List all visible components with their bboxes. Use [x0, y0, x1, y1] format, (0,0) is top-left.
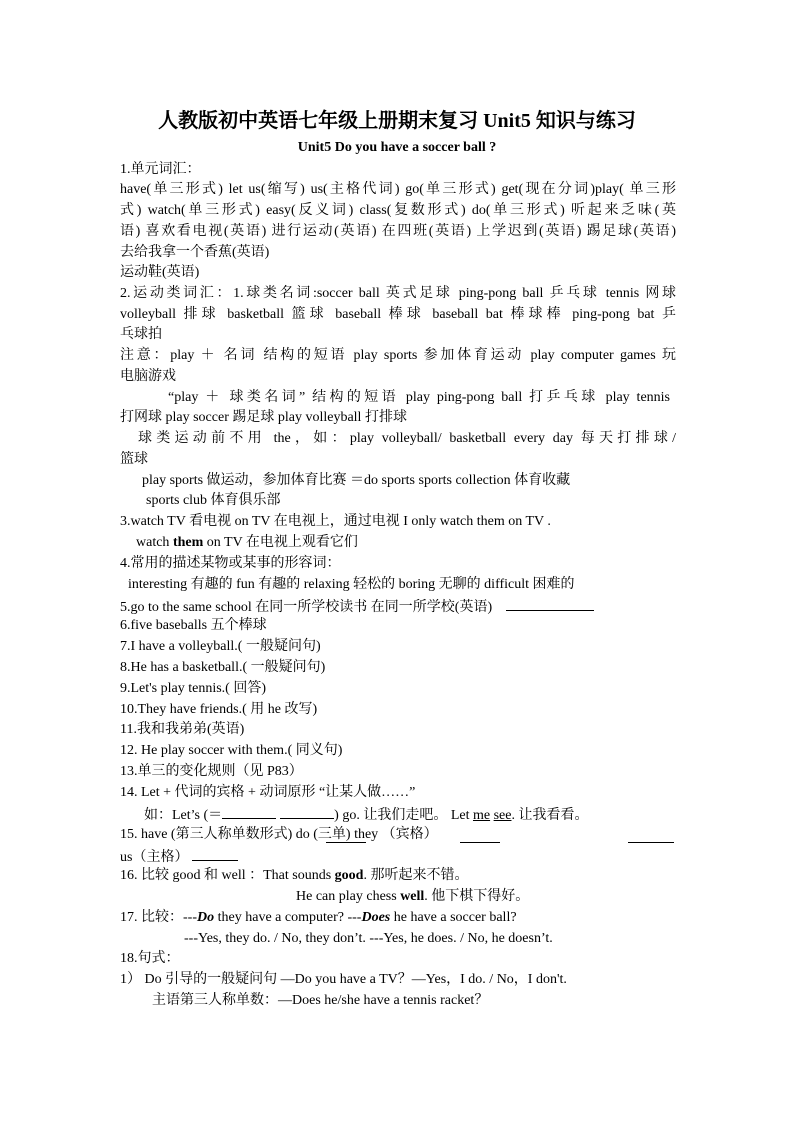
text-line: 5.go to the same school 在同一所学校读书 在同一所学校(英语) [120, 596, 594, 618]
text-line: 17. 比较：---Do they have a computer? ---Does he have a soccer ball? [120, 910, 517, 925]
text-line: 8.He has a basketball.( 一般疑问句) [120, 660, 326, 675]
text-line: sports club 体育俱乐部 [146, 493, 281, 508]
text-line: 语) 喜欢看电视(英语) 进行运动(英语) 在四班(英语) 上学迟到(英语) 踢足球(英语) [120, 224, 676, 239]
text-line: 打网球 play soccer 踢足球 play volleyball 打排球 [120, 410, 407, 425]
text-line: us（主格） [120, 846, 238, 868]
text-line: 16. 比较 good 和 well ：That sounds good. 那听起来不错。 [120, 868, 469, 883]
text-line: 4.常用的描述某物或某事的形容词： [120, 556, 341, 571]
text-line: volleyball 排球 basketball 篮球 baseball 棒球 baseball bat 棒球棒 ping-pong bat 乒 [120, 307, 676, 322]
text-line: 乓球拍 [120, 327, 162, 342]
text-line: 球类运动前不用 the，如：play volleyball/ basketball every day 每天打排球/ [138, 431, 676, 446]
answer-blank[interactable] [222, 804, 276, 819]
text-line: have(单三形式) let us(缩写) us(主格代词) go(单三形式) get(现在分词)play( 单三形 [120, 182, 676, 197]
text-line: 注意：play ＋ 名词 结构的短语 play sports 参加体育运动 play computer games 玩 [120, 348, 676, 363]
text-line: 运动鞋(英语) [120, 265, 200, 280]
answer-blank[interactable] [460, 828, 500, 843]
answer-blank[interactable] [326, 828, 366, 843]
text-line: interesting 有趣的 fun 有趣的 relaxing 轻松的 boring 无聊的 difficult 困难的 [128, 577, 575, 592]
text-line: 12. He play soccer with them.( 同义句) [120, 743, 343, 758]
text-line: 如：Let’s (＝ ) go. 让我们走吧。 Let me see. 让我看看。 [144, 804, 588, 826]
page-subtitle: Unit5 Do you have a soccer ball ? [297, 140, 497, 155]
text-line: 电脑游戏 [120, 369, 176, 384]
text-line: 14. Let + 代词的宾格 + 动词原形 “让某人做……” [120, 785, 416, 800]
text-line: play sports 做运动，参加体育比赛 ＝do sports sports collection 体育收藏 [142, 473, 571, 488]
text-line: 9.Let's play tennis.( 回答) [120, 681, 266, 696]
answer-blank[interactable] [628, 828, 674, 843]
text-line: 18.句式： [120, 951, 180, 966]
text-line: 式) watch(单三形式) easy(反义词) class(复数形式) do(单三形式) 听起来乏味(英 [120, 203, 676, 218]
text-line: 1） Do 引导的一般疑问句 —Do you have a TV？—Yes，I do. / No，I don't. [120, 972, 567, 987]
text-line: 10.They have friends.( 用 he 改写) [120, 702, 318, 717]
text-line: He can play chess well. 他下棋下得好。 [296, 889, 530, 904]
text-line: 主语第三人称单数：—Does he/she have a tennis racket？ [152, 993, 489, 1008]
text-line: 1.单元词汇： [120, 162, 201, 177]
page-title: 人教版初中英语七年级上册期末复习 Unit5 知识与练习 [158, 110, 636, 132]
text-line: 2.运动类词汇：1.球类名词:soccer ball 英式足球 ping-pong ball 乒乓球 tennis 网球 [120, 286, 676, 301]
text-line: 11.我和我弟弟(英语) [120, 722, 245, 737]
answer-blank[interactable] [192, 846, 238, 861]
answer-blank[interactable] [280, 804, 334, 819]
answer-blank[interactable] [506, 596, 594, 611]
text-line: 15. have (第三人称单数形式) do (三单) they （宾格） [120, 827, 438, 842]
text-line: 13.单三的变化规则（见 P83） [120, 764, 303, 779]
text-line: 6.five baseballs 五个棒球 [120, 618, 267, 633]
text-line: watch them on TV 在电视上观看它们 [136, 535, 358, 550]
text-line: 去给我拿一个香蕉(英语) [120, 245, 270, 260]
text-line: 3.watch TV 看电视 on TV 在电视上，通过电视 I only watch them on TV . [120, 514, 551, 529]
text-line: 篮球 [120, 452, 148, 467]
text-line: 7.I have a volleyball.( 一般疑问句) [120, 639, 321, 654]
text-line: ---Yes, they do. / No, they don’t. ---Yes, he does. / No, he doesn’t. [184, 931, 553, 946]
text-line: “play ＋ 球类名词” 结构的短语 play ping-pong ball 打乒乓球 play tennis [168, 390, 670, 405]
